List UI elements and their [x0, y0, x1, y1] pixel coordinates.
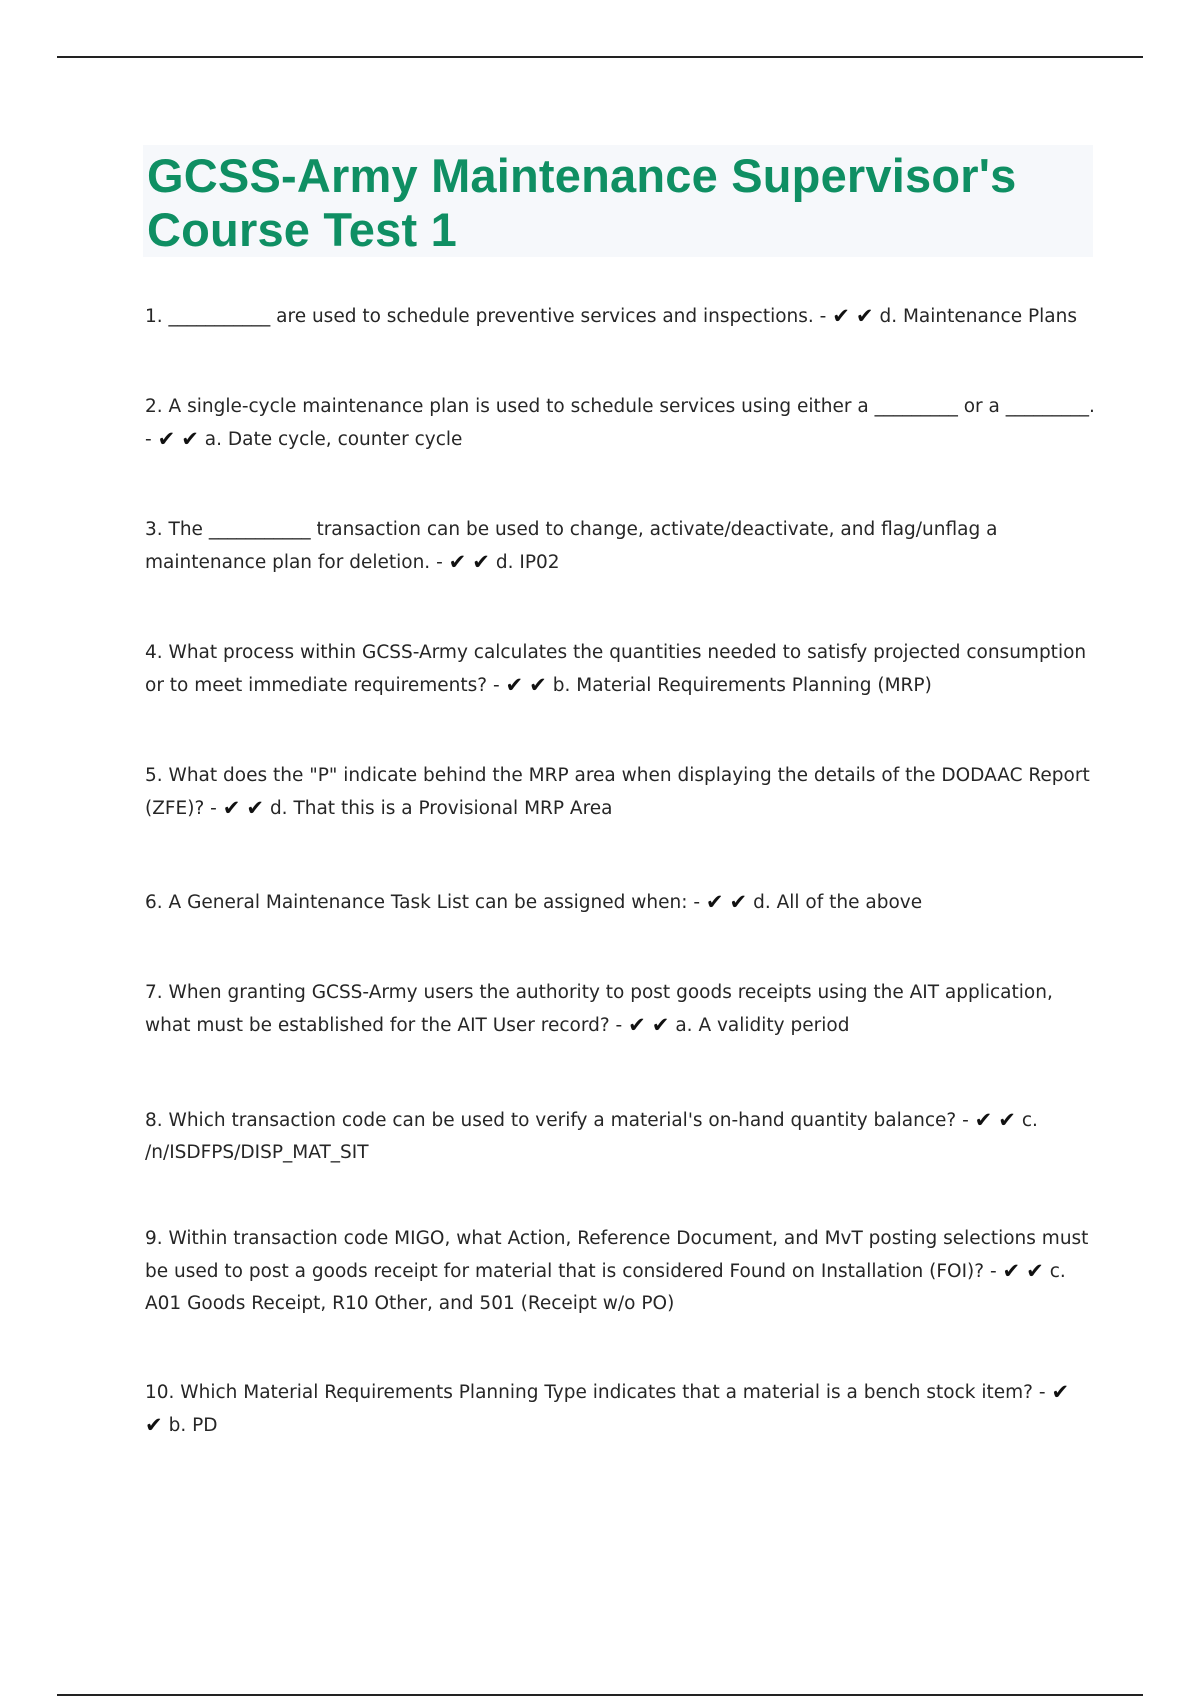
- answer-text: d. That this is a Provisional MRP Area: [269, 798, 613, 819]
- document-title: GCSS-Army Maintenance Supervisor's Course Test 1: [147, 149, 1017, 256]
- question-text: 6. A General Maintenance Task List can be assigned when: -: [145, 892, 700, 913]
- check-icon: ✔: [222, 796, 241, 820]
- question-text: 8. Which transaction code can be used to verify a material's on-hand quantity balance? -: [145, 1110, 969, 1131]
- question-item-2: [145, 391, 1095, 456]
- check-icon: ✔: [145, 1413, 163, 1437]
- check-icon: ✔: [651, 1013, 670, 1037]
- check-icon: ✔: [1051, 1380, 1070, 1404]
- question-text: 9. Within transaction code MIGO, what Action, Reference Document, and MvT posting selections must be used to post a goods receipt for material that is considered Found on Installation (FOI)? -: [145, 1228, 1089, 1282]
- question-item-6: [145, 886, 1095, 919]
- question-item-3: [145, 514, 1095, 579]
- question-item-1: [145, 300, 1095, 333]
- check-icon: ✔: [998, 1108, 1016, 1132]
- answer-text: c. A01 Goods Receipt, R10 Other, and 501 (Receipt w/o PO): [145, 1261, 1066, 1314]
- top-rule: [57, 56, 1143, 58]
- check-icon: ✔: [505, 673, 524, 697]
- check-icon: ✔: [157, 427, 176, 451]
- check-icon: ✔: [705, 890, 724, 914]
- answer-text: d. All of the above: [753, 892, 923, 913]
- bottom-rule: [57, 1694, 1143, 1696]
- question-item-9: [145, 1223, 1095, 1320]
- check-icon: ✔: [472, 550, 490, 574]
- question-text: 5. What does the "P" indicate behind the MRP area when displaying the details of the DODAAC Report (ZFE)? -: [145, 765, 1090, 819]
- answer-text: d. Maintenance Plans: [879, 306, 1077, 327]
- question-item-7: [145, 977, 1095, 1042]
- question-item-5: [145, 760, 1095, 825]
- answer-text: a. A validity period: [675, 1015, 850, 1036]
- check-icon: ✔: [529, 673, 547, 697]
- question-text: 7. When granting GCSS-Army users the authority to post goods receipts using the AIT application, what must be established for the AIT User record? -: [145, 982, 1053, 1036]
- check-icon: ✔: [1026, 1259, 1044, 1283]
- answer-text: b. Material Requirements Planning (MRP): [552, 675, 932, 696]
- check-icon: ✔: [628, 1013, 646, 1037]
- title-banner: [143, 145, 1093, 257]
- check-icon: ✔: [974, 1108, 993, 1132]
- question-item-10: [145, 1376, 1095, 1442]
- question-text: 3. The ___________ transaction can be used to change, activate/deactivate, and flag/unflag a maintenance plan for deletion. -: [145, 519, 998, 573]
- question-text: 1. ___________ are used to schedule preventive services and inspections. -: [145, 306, 827, 327]
- answer-text: a. Date cycle, counter cycle: [204, 429, 463, 450]
- answer-text: c. /n/ISDFPS/DISP_MAT_SIT: [145, 1110, 1038, 1163]
- check-icon: ✔: [181, 427, 199, 451]
- question-text: 10. Which Material Requirements Planning Type indicates that a material is a bench stock item? -: [145, 1382, 1046, 1403]
- check-icon: ✔: [855, 304, 874, 328]
- answer-text: d. IP02: [495, 552, 560, 573]
- check-icon: ✔: [832, 304, 850, 328]
- check-icon: ✔: [1002, 1259, 1021, 1283]
- check-icon: ✔: [246, 796, 264, 820]
- question-text: 4. What process within GCSS-Army calculates the quantities needed to satisfy projected consumption or to meet immediate requirements? -: [145, 642, 1087, 696]
- question-item-8: [145, 1104, 1095, 1169]
- question-item-4: [145, 637, 1095, 702]
- question-text: 2. A single-cycle maintenance plan is used to schedule services using either a _________ or a _________. -: [145, 396, 1095, 450]
- answer-text: b. PD: [168, 1415, 218, 1436]
- check-icon: ✔: [729, 890, 748, 914]
- check-icon: ✔: [448, 550, 467, 574]
